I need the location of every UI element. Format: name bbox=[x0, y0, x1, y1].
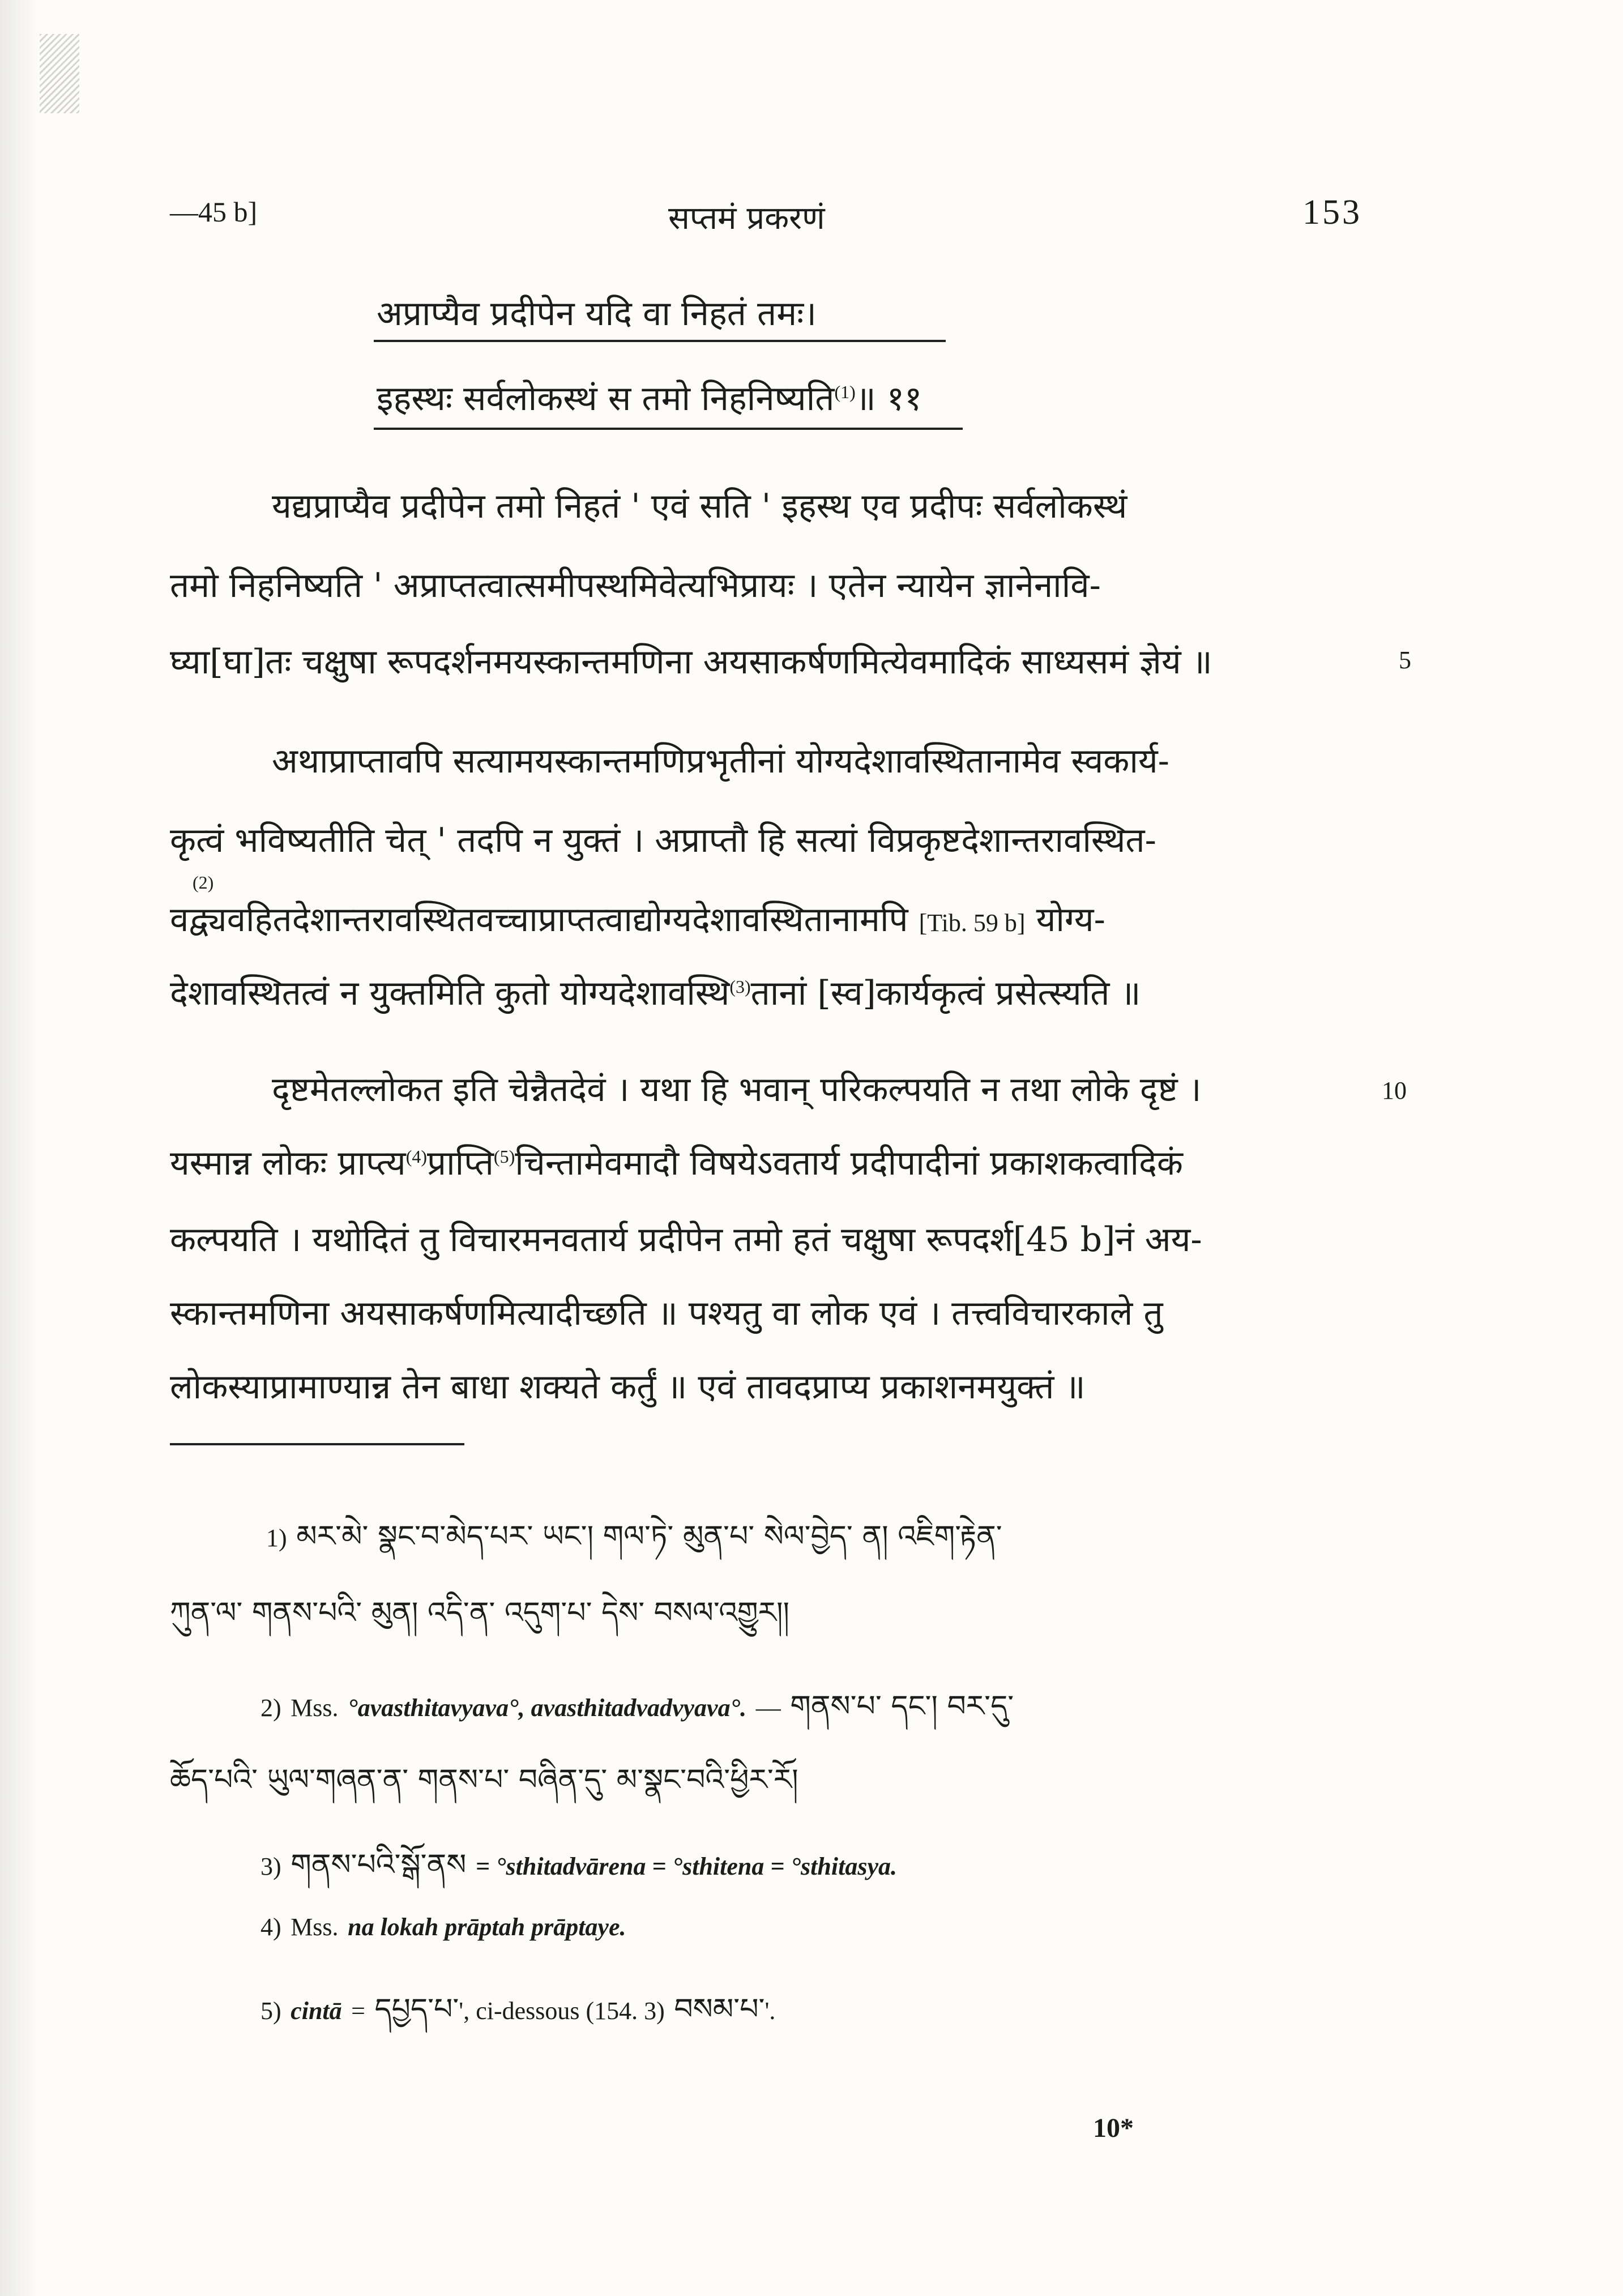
paragraph1-line3: घ्या[घा]तः चक्षुषा रूपदर्शनमयस्कान्तमणिना अयसाकर्षणमित्येवमादिकं साध्यसमं ज्ञेयं ॥ bbox=[170, 642, 1212, 682]
paragraph2-line3-end: योग्य- bbox=[1036, 900, 1105, 940]
footnote-5-end: '. bbox=[764, 1997, 776, 2025]
footnote-2-tibetan-a: གནས་པ་ དང་། བར་དུ་ bbox=[790, 1689, 1014, 1723]
footnote-2-dash: — bbox=[755, 1694, 781, 1722]
verse-number: ॥ ११ bbox=[855, 379, 922, 419]
paragraph2-line4-text-a: देशावस्थितत्वं न युक्तमिति कुतो योग्यदेशावस्थि bbox=[170, 974, 730, 1013]
running-title: सप्तमं प्रकरणं bbox=[668, 200, 825, 237]
footnote-2-number: 2) bbox=[260, 1694, 281, 1722]
footnote-2-forms: °avasthitavyava°, avasthitadvadvyava°. bbox=[348, 1694, 747, 1722]
footnote-4-text: na lokah prāptah prāptaye. bbox=[348, 1913, 626, 1941]
footnote-5-cinta: cintā bbox=[291, 1997, 342, 2025]
paragraph3-line2-text-c: चिन्तामेवमादौ विषयेऽवतार्य प्रदीपादीनां प्रकाशकत्वादिकं bbox=[515, 1143, 1183, 1183]
footnote-3 bbox=[260, 1832, 897, 1915]
footnote-4-number: 4) bbox=[260, 1913, 281, 1941]
paragraph2-line4-text-b: तानां [स्व]कार्यकृत्वं प्रसेत्स्यति ॥ bbox=[750, 974, 1141, 1013]
paragraph2-line3-text: वद्व्यवहितदेशान्तरावस्थितवच्चाप्राप्तत्वाद्योग्यदेशावस्थितानामपि bbox=[170, 900, 908, 940]
footnote-4-mss: Mss. bbox=[291, 1913, 339, 1941]
running-header-ref: —45 b] bbox=[170, 196, 258, 228]
footnote-1-number: 1) bbox=[266, 1524, 287, 1552]
footnote-1-tibetan-a: མར་མེ་ སྣང་བ་མེད་པར་ ཡང་། གལ་ཏེ་ མུན་པ་ སེལ་བྱེད་ ན། འཇིག་རྟེན་ bbox=[296, 1520, 1002, 1554]
verse-line-2-text: इहस्थः सर्वलोकस्थं स तमो निहनिष्यति bbox=[377, 379, 835, 419]
footnote-5-eq: = bbox=[351, 1997, 365, 2025]
signature-mark: 10* bbox=[1093, 2113, 1134, 2143]
paragraph1-line1: यद्यप्राप्यैव प्रदीपेन तमो निहतं ' एवं सति ' इहस्थ एव प्रदीपः सर्वलोकस्थं bbox=[272, 486, 1127, 526]
paragraph3-line4: स्कान्तमणिना अयसाकर्षणमित्यादीच्छति ॥ पश्यतु वा लोक एवं । तत्त्वविचारकाले तु bbox=[170, 1294, 1163, 1333]
footnote-3-forms: = °sthitadvārena = °sthitena = °sthitasya. bbox=[475, 1853, 897, 1880]
paragraph3-line1: दृष्टमेतल्लोकत इति चेन्नैतदेवं । यथा हि भवान् परिकल्पयति न तथा लोके दृष्टं । bbox=[272, 1070, 1202, 1109]
paragraph3-line5: लोकस्याप्रामाण्यान्न तेन बाधा शक्यते कर्तुं ॥ एवं तावदप्राप्य प्रकाशनमयुक्तं ॥ bbox=[170, 1367, 1086, 1407]
footnote-5-tibetan-a: དཔྱད་པ་ bbox=[374, 1992, 459, 2026]
footnote-5-tibetan-b: བསམ་པ་ bbox=[674, 1992, 765, 2026]
scan-artifact bbox=[40, 34, 79, 113]
paragraph1-line2: तमो निहनिष्यति ' अप्राप्तत्वात्समीपस्थमिवेत्यभिप्रायः । एतेन न्यायेन ज्ञानेनावि- bbox=[170, 566, 1101, 605]
tibetan-page-ref: [Tib. 59 b] bbox=[919, 909, 1026, 937]
paragraph2-line3 bbox=[170, 872, 1105, 941]
footnote-ref-3: (3) bbox=[729, 976, 751, 997]
verse-line-1: अप्राप्यैव प्रदीपेन यदि वा निहतं तमः। bbox=[377, 294, 817, 334]
footnote-ref-2: (2) bbox=[193, 872, 214, 893]
footnote-5 bbox=[260, 1977, 775, 2059]
scan-edge-shadow bbox=[0, 0, 40, 2296]
paragraph3-line2-text-b: प्राप्ति bbox=[427, 1143, 494, 1183]
paragraph2-line2: कृत्वं भविष्यतीति चेत् ' तदपि न युक्तं । अप्राप्तौ हि सत्यां विप्रकृष्टदेशान्तरावस्थित- bbox=[170, 821, 1156, 860]
paragraph3-line2-text-a: यस्मान्न लोकः प्राप्त्य bbox=[170, 1143, 406, 1183]
verse-line-2 bbox=[377, 374, 922, 420]
footnote-ref-5: (5) bbox=[493, 1146, 515, 1167]
paragraph2-line4 bbox=[170, 968, 1141, 1015]
paragraph3-line2 bbox=[170, 1138, 1183, 1185]
footnote-2-line2: ཆོད་པའི་ ཡུལ་གཞན་ན་ གནས་པ་ བཞིན་དུ་ མ་སྣང་བའི་ཕྱིར་རོ། bbox=[170, 1763, 798, 1797]
footnote-2-mss: Mss. bbox=[291, 1694, 339, 1722]
footnote-1-line2: ཀུན་ལ་ གནས་པའི་ མུན། འདི་ན་ འདུག་པ་ དེས་ བསལ་འགྱུར།། bbox=[170, 1596, 790, 1630]
verse-underline-2 bbox=[374, 428, 963, 430]
page-number: 153 bbox=[1302, 193, 1362, 232]
footnote-5-mid: ', ci-dessous (154. 3) bbox=[459, 1997, 665, 2025]
footnote-3-tibetan: གནས་པའི་སྒོ་ནས bbox=[291, 1848, 467, 1882]
line-number-10: 10 bbox=[1382, 1077, 1407, 1104]
paragraph2-line1: अथाप्राप्तावपि सत्यामयस्कान्तमणिप्रभृतीनां योग्यदेशावस्थितानामेव स्वकार्य- bbox=[272, 741, 1169, 781]
footnote-3-number: 3) bbox=[260, 1853, 281, 1880]
footnote-4 bbox=[260, 1909, 626, 1943]
footnote-separator bbox=[170, 1443, 464, 1445]
verse-underline-1 bbox=[374, 340, 946, 342]
footnote-ref-4: (4) bbox=[405, 1146, 427, 1167]
footnote-1-line1 bbox=[266, 1504, 1002, 1586]
footnote-5-number: 5) bbox=[260, 1997, 281, 2025]
line-number-5: 5 bbox=[1399, 646, 1411, 674]
paragraph3-line3: कल्पयति । यथोदितं तु विचारमनवतार्य प्रदीपेन तमो हतं चक्षुषा रूपदर्श[45 b]नं अय- bbox=[170, 1220, 1202, 1260]
footnote-ref-1: (1) bbox=[834, 382, 856, 402]
footnote-2-line1 bbox=[260, 1674, 1014, 1756]
